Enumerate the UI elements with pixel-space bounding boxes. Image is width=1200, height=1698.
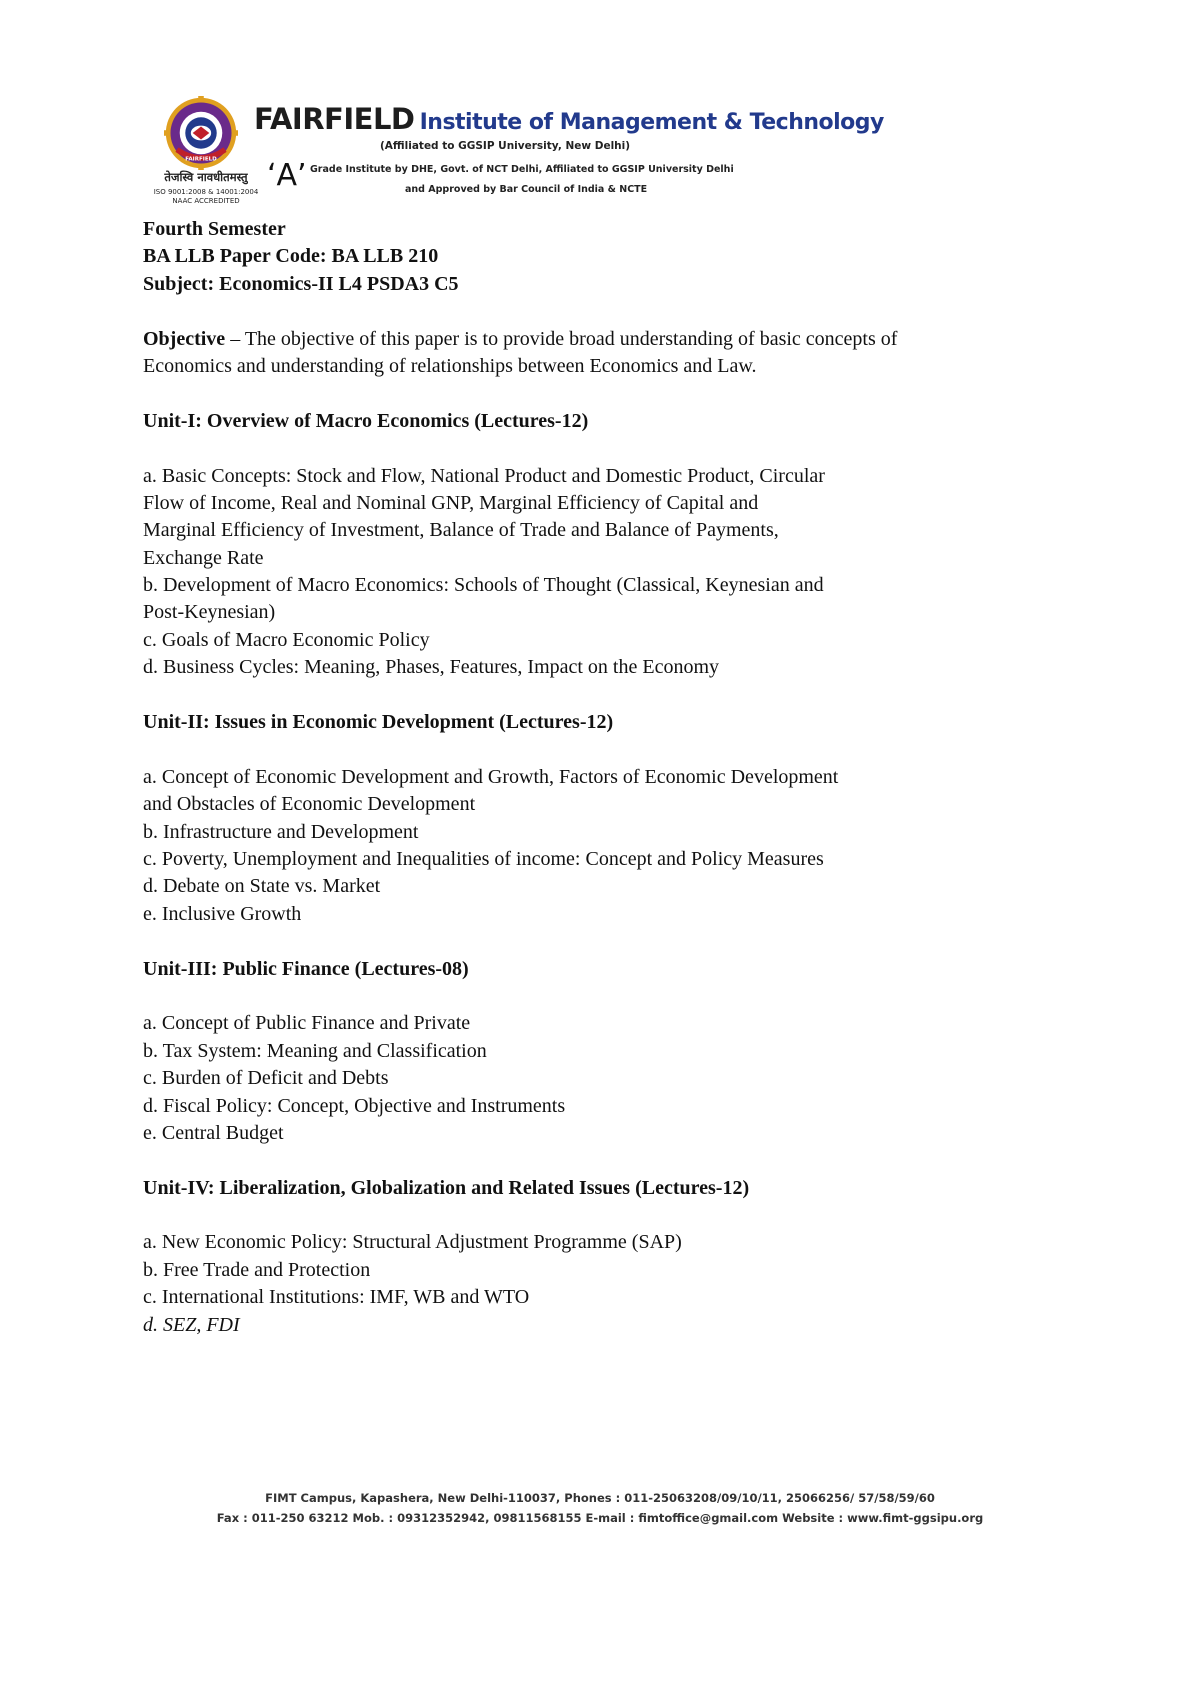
unit-item: b. Infrastructure and Development [143,820,419,843]
objective-label: Objective [143,327,226,350]
accreditation-lines [150,188,262,206]
grade-description: Grade Institute by DHE, Govt. of NCT Delhi, Affiliated to GGSIP University Delhi [310,164,734,175]
unit-item: d. Debate on State vs. Market [143,875,381,898]
objective-text-cont: Economics and understanding of relationships between Economics and Law. [143,354,757,377]
unit-item: Flow of Income, Real and Nominal GNP, Marginal Efficiency of Capital and [143,491,759,514]
unit-item: a. Concept of Public Finance and Private [143,1012,471,1035]
unit-item: e. Central Budget [143,1121,284,1144]
unit-item: and Obstacles of Economic Development [143,793,476,816]
naac-line: NAAC ACCREDITED [172,197,240,205]
semester-heading: Fourth Semester [143,218,286,240]
unit-item: b. Free Trade and Protection [143,1258,371,1281]
unit-item: Marginal Efficiency of Investment, Balance of Trade and Balance of Payments, [143,519,779,542]
letterhead [150,92,884,208]
institute-name [254,102,884,136]
unit-title: Unit-II: Issues in Economic Development (Lectures-12) [143,711,614,734]
footer-contacts: Fax : 011-250 63212 Mob. : 09312352942, 09811568155 E-mail : fimtoffice@gmail.com Website : www.fimt-ggsipu.org [216,1511,984,1525]
unit-item: d. SEZ, FDI [143,1313,240,1336]
subject-line: Subject: Economics-II L4 PSDA3 C5 [143,272,459,295]
brand-name: FAIRFIELD [254,102,415,136]
unit-item: c. Poverty, Unemployment and Inequalities of income: Concept and Policy Measures [143,847,824,870]
affiliation-note: (Affiliated to GGSIP University, New Delhi) [380,140,631,152]
unit-title: Unit-I: Overview of Macro Economics (Lectures-12) [143,409,589,432]
unit-item: a. New Economic Policy: Structural Adjustment Programme (SAP) [143,1231,682,1254]
unit-item: Post-Keynesian) [143,601,276,624]
grade-mark: ‘A’ [267,158,307,193]
unit-item: a. Concept of Economic Development and Growth, Factors of Economic Development [143,765,839,788]
objective-text: – The objective of this paper is to provide broad understanding of basic concepts of [225,327,898,350]
unit-item: a. Basic Concepts: Stock and Flow, National Product and Domestic Product, Circular [143,464,825,487]
iso-line: ISO 9001:2008 & 14001:2004 [153,188,259,196]
unit-item: Exchange Rate [143,546,264,569]
objective-paragraph [143,326,1083,353]
institute-full-name: Institute of Management & Technology [419,110,884,135]
unit-item: b. Development of Macro Economics: Schools of Thought (Classical, Keynesian and [143,574,824,597]
unit-item: b. Tax System: Meaning and Classification [143,1039,487,1062]
unit-item: d. Fiscal Policy: Concept, Objective and Instruments [143,1094,566,1117]
institute-seal-logo [164,96,238,170]
institute-motto: तेजस्वि नावधीतमस्तु [164,170,248,184]
footer-address: FIMT Campus, Kapashera, New Delhi-110037, Phones : 011-25063208/09/10/11, 25066256/ 57/58/59/60 [265,1491,935,1505]
paper-code: BA LLB Paper Code: BA LLB 210 [143,245,439,268]
unit-item: c. Goals of Macro Economic Policy [143,628,430,651]
approval-note: and Approved by Bar Council of India & NCTE [405,184,648,195]
unit-item: d. Business Cycles: Meaning, Phases, Features, Impact on the Economy [143,656,720,679]
unit-title: Unit-IV: Liberalization, Globalization and Related Issues (Lectures-12) [143,1176,750,1199]
seal-text: FAIRFIELD [185,156,217,163]
unit-title: Unit-III: Public Finance (Lectures-08) [143,957,469,980]
contact-footer [0,1488,1200,1528]
unit-item: e. Inclusive Growth [143,902,302,925]
unit-item: c. International Institutions: IMF, WB and WTO [143,1286,530,1309]
syllabus-content [143,216,1083,1339]
unit-item: c. Burden of Deficit and Debts [143,1067,389,1090]
